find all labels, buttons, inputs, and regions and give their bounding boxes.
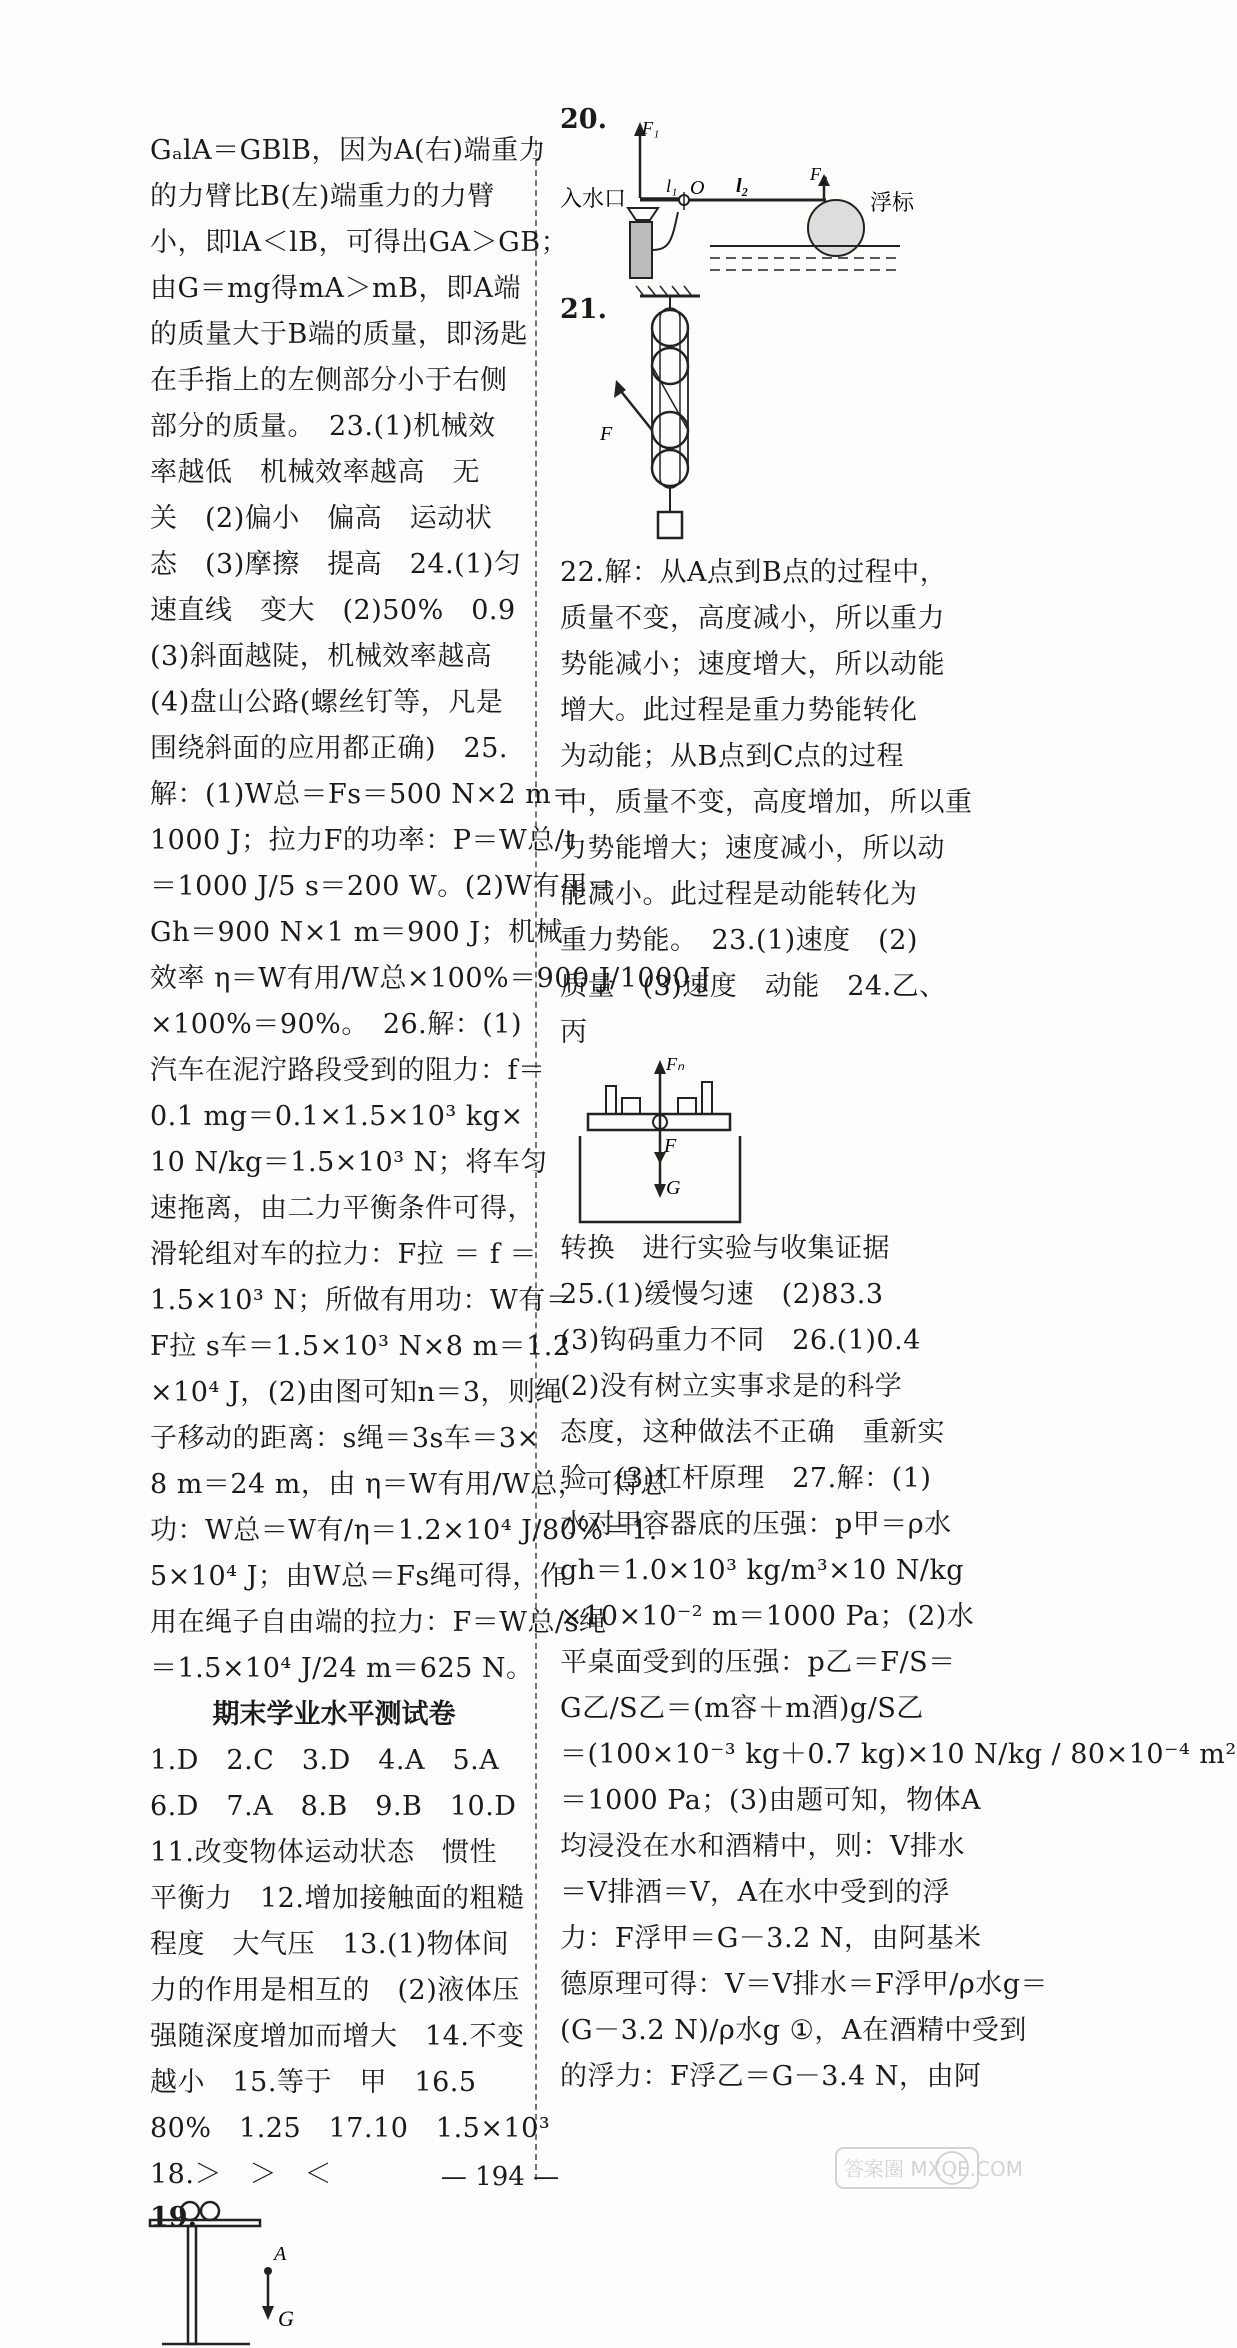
ball-shape (181, 2202, 199, 2220)
text-line: 中，质量不变，高度增加，所以重 (560, 787, 973, 818)
text-line: 能减小。此过程是动能转化为 (560, 879, 918, 910)
text-line: 重力势能。 23.(1)速度 (2) (560, 925, 918, 956)
weight-block (658, 512, 682, 538)
movable-pulley-2 (652, 450, 688, 486)
right-solution-text (560, 550, 973, 1056)
text-line: (G－3.2 N)/ρ水g ①，A在酒精中受到 (560, 2015, 1027, 2046)
movable-pulley-1 (652, 412, 688, 448)
text-line: (3)斜面越陡，机械效率越高 (150, 641, 493, 672)
inlet-label: 入水口 (560, 187, 627, 212)
text-line: 力：F浮甲＝G－3.2 N，由阿基米 (560, 1923, 982, 1954)
f2-label: F₂ (810, 164, 828, 184)
text-line: 18.＞ ＞ ＜ (150, 2159, 332, 2190)
f-label: F (664, 1135, 677, 1157)
point-a-label: A (274, 2243, 287, 2265)
text-line: ＝(100×10⁻³ kg＋0.7 kg)×10 N/kg / 80×10⁻⁴ m² (560, 1739, 1237, 1770)
figure-24 (560, 1056, 940, 1226)
text-line: 速直线 变大 (2)50% 0.9 (150, 595, 516, 626)
float-valve-diagram (560, 100, 940, 280)
text-line: 转换 进行实验与收集证据 (560, 1233, 890, 1264)
text-line: 围绕斜面的应用都正确) 25. (150, 733, 508, 764)
text-line: 5×10⁴ J；由W总＝Fs绳可得，作 (150, 1561, 568, 1592)
f1-label: F₁ (642, 118, 660, 138)
float-ball (808, 200, 864, 256)
float-label: 浮标 (870, 191, 915, 216)
text-line: F拉 s车＝1.5×10³ N×8 m＝1.2 (150, 1331, 571, 1362)
text-line: 滑轮组对车的拉力：F拉 ＝ f ＝ (150, 1239, 537, 1270)
right-solution-text-2 (560, 1226, 1237, 2100)
text-line: 的力臂比B(左)端重力的力臂 (150, 181, 495, 212)
gravity-label: G (666, 1177, 681, 1199)
text-line: 质量 (3)速度 动能 24.乙、 (560, 971, 947, 1002)
text-line: ＝1000 Pa；(3)由题可知，物体A (560, 1785, 982, 1816)
text-line: 11.改变物体运动状态 惯性 (150, 1837, 497, 1868)
gravity-label: G (278, 2306, 294, 2331)
watermark-text: 答案圈 MXQE.COM (844, 2157, 1024, 2181)
text-line: 均浸没在水和酒精中，则：V排水 (560, 1831, 965, 1862)
text-line: ×10⁴ J，(2)由图可知n＝3，则绳 (150, 1377, 564, 1408)
pull-force-arrow (620, 390, 652, 430)
text-line: 程度 大气压 13.(1)物体间 (150, 1929, 510, 1960)
text-line: 25.(1)缓慢匀速 (2)83.3 (560, 1279, 884, 1310)
fixed-pulley-2 (652, 348, 688, 384)
section-title: 期末学业水平测试卷 (212, 1699, 456, 1730)
hose-shape (652, 212, 678, 250)
question-19-label: 19. (150, 2202, 197, 2233)
text-line: 质量不变，高度减小，所以重力 (560, 603, 945, 634)
text-line: 力的作用是相互的 (2)液体压 (150, 1975, 520, 2006)
text-line: 增大。此过程是重力势能转化 (560, 695, 918, 726)
text-line: 的质量大于B端的质量，即汤匙 (150, 319, 528, 350)
text-line: 势能减小；速度增大，所以动能 (560, 649, 945, 680)
text-line: ×10×10⁻² m＝1000 Pa；(2)水 (560, 1601, 975, 1632)
text-line: 水对甲容器底的压强：p甲＝ρ水 (560, 1509, 952, 1540)
text-line: 丙 (560, 1017, 588, 1048)
text-line: 22.解：从A点到B点的过程中， (560, 557, 948, 588)
pull-force-label: F (600, 423, 613, 445)
l1-label: l₁ (666, 176, 678, 196)
text-line: 关 (2)偏小 偏高 运动状 (150, 503, 493, 534)
text-line: 用在绳子自由端的拉力：F＝W总/s绳 (150, 1607, 607, 1638)
text-line: 平桌面受到的压强：p乙＝F/S＝ (560, 1647, 956, 1678)
text-line: ×100%＝90%。 26.解：(1) (150, 1009, 523, 1040)
table-leg-shape (188, 2226, 196, 2344)
text-line: 6.D 7.A 8.B 9.B 10.D (150, 1791, 517, 1822)
text-line: 率越低 机械效率越高 无 (150, 457, 480, 488)
text-line: (4)盘山公路(螺丝钉等，凡是 (150, 687, 504, 718)
page-number: — 194 — (440, 2162, 560, 2192)
text-line: (3)钩码重力不同 26.(1)0.4 (560, 1325, 921, 1356)
right-column (560, 100, 1237, 2100)
text-line: 的浮力：F浮乙＝G－3.4 N，由阿 (560, 2061, 982, 2092)
text-line: 效率 η＝W有用/W总×100%＝900 J/1000 J (150, 963, 711, 994)
text-line: 验 (3)杠杆原理 27.解：(1) (560, 1463, 932, 1494)
text-line: (2)没有树立实事求是的科学 (560, 1371, 903, 1402)
fixed-pulley-1 (652, 310, 688, 346)
text-line: ＝1.5×10⁴ J/24 m＝625 N。 (150, 1653, 534, 1684)
text-line: 解：(1)W总＝Fs＝500 N×2 m＝ (150, 779, 579, 810)
text-line: G乙/S乙＝(m容＋m酒)g/S乙 (560, 1693, 924, 1724)
text-line: gh＝1.0×10³ kg/m³×10 N/kg (560, 1555, 965, 1586)
inlet-funnel (628, 208, 658, 220)
pulley-diagram (560, 280, 940, 550)
answer-list (150, 1738, 551, 2198)
text-line: 为动能；从B点到C点的过程 (560, 741, 904, 772)
text-line: Gh＝900 N×1 m＝900 J；机械 (150, 917, 564, 948)
pipe-shape (630, 222, 652, 278)
tabletop-shape (150, 2220, 260, 2226)
text-line: 态度，这种做法不正确 重新实 (560, 1417, 945, 1448)
text-line: GₐlA＝GBlB，因为A(右)端重力 (150, 135, 547, 166)
text-line: 子移动的距离：s绳＝3s车＝3× (150, 1423, 540, 1454)
watermark-logo (832, 2144, 1024, 2214)
text-line: 0.1 mg＝0.1×1.5×10³ kg× (150, 1101, 524, 1132)
table-diagram (150, 2198, 518, 2348)
text-line: 汽车在泥泞路段受到的阻力：f＝ (150, 1055, 546, 1086)
text-line: 越小 15.等于 甲 16.5 (150, 2067, 477, 2098)
l2-label: l₂ (736, 175, 749, 197)
ball-shape (201, 2202, 219, 2220)
text-line: 小，即lA＜lB，可得出GA＞GB； (150, 227, 569, 258)
text-line: 10 N/kg＝1.5×10³ N；将车匀 (150, 1147, 548, 1178)
force-diagram (560, 1056, 940, 1226)
text-line: 平衡力 12.增加接触面的粗糙 (150, 1883, 525, 1914)
text-line: ＝V排酒＝V，A在水中受到的浮 (560, 1877, 950, 1908)
figure-20 (560, 100, 940, 280)
question-20-label: 20. (560, 104, 607, 135)
text-line: 8 m＝24 m，由 η＝W有用/W总，可得总 (150, 1469, 668, 1500)
text-line: 80% 1.25 17.10 1.5×10³ (150, 2113, 551, 2144)
text-line: 德原理可得：V＝V排水＝F浮甲/ρ水g＝ (560, 1969, 1048, 2000)
text-line: 部分的质量。 23.(1)机械效 (150, 411, 496, 442)
text-line: ＝1000 J/5 s＝200 W。(2)W有用＝ (150, 871, 616, 902)
text-line: 由G＝mg得mA＞mB，即A端 (150, 273, 521, 304)
text-line: 功：W总＝W有/η＝1.2×10⁴ J/80%＝1. (150, 1515, 658, 1546)
text-line: 速拖离，由二力平衡条件可得， (150, 1193, 535, 1224)
figure-21 (560, 280, 940, 550)
figure-19 (150, 2198, 518, 2348)
text-line: 1000 J；拉力F的功率：P＝W总/t (150, 825, 576, 856)
text-line: 态 (3)摩擦 提高 24.(1)匀 (150, 549, 522, 580)
text-line: 1.5×10³ N；所做有用功：W有＝ (150, 1285, 574, 1316)
normal-force-label: Fₙ (666, 1054, 685, 1074)
text-line: 强随深度增加而增大 14.不变 (150, 2021, 525, 2052)
pivot-label: O (690, 177, 705, 199)
text-line: 力势能增大；速度减小，所以动 (560, 833, 945, 864)
text-line: 1.D 2.C 3.D 4.A 5.A (150, 1745, 500, 1776)
text-line: 在手指上的左侧部分小于右侧 (150, 365, 508, 396)
question-21-label: 21. (560, 294, 607, 325)
